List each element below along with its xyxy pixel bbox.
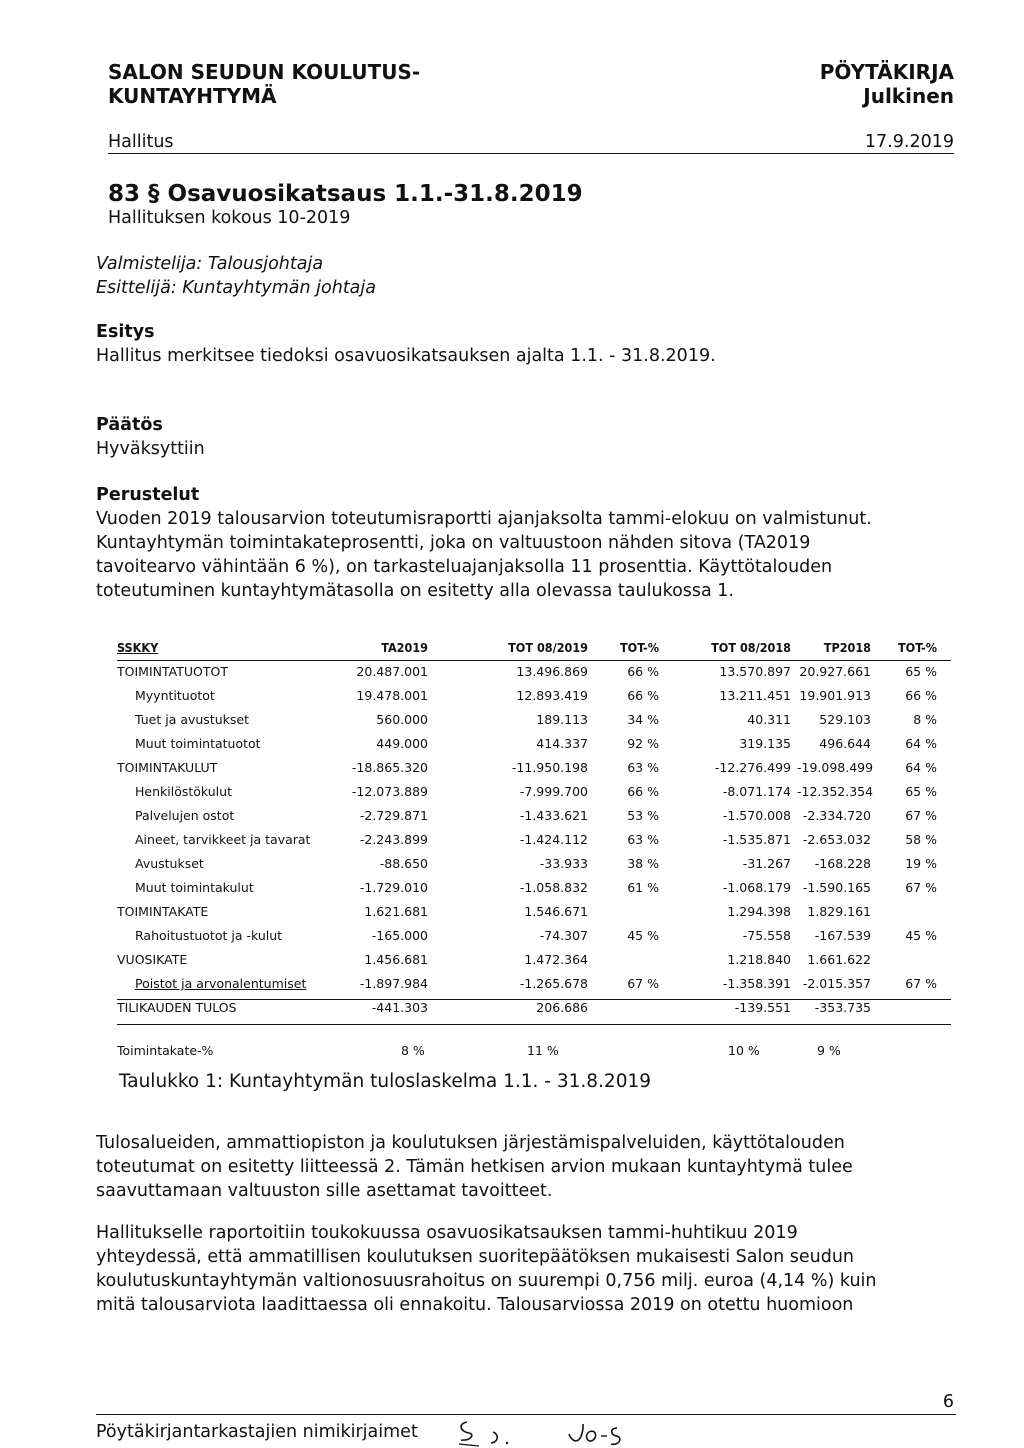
table-bottom-rule: [117, 1024, 951, 1025]
cell-tot-2018: 40.311: [747, 712, 791, 727]
cell-tp2018: 1.661.622: [807, 952, 871, 967]
cell-tp2018: 529.103: [819, 712, 871, 727]
cell-tot-2018: -1.358.391: [722, 976, 791, 991]
header-rule: [108, 153, 954, 154]
signature-line: [459, 1444, 479, 1446]
item-title: [108, 180, 583, 208]
cell-tp2018: -2.653.032: [802, 832, 871, 847]
row-label: Poistot ja arvonalentumiset: [135, 976, 307, 991]
esitys-text: Hallitus merkitsee tiedoksi osavuosikatsauksen ajalta 1.1. - 31.8.2019.: [96, 346, 716, 366]
meeting-date: 17.9.2019: [864, 132, 954, 152]
cell-tp2018: -167.539: [814, 928, 871, 943]
table-row: [117, 688, 951, 712]
table-row: [117, 904, 951, 928]
header-tot-pct-2018: TOT-%: [897, 640, 937, 655]
cell-ta2019: -2.243.899: [359, 832, 428, 847]
cell-tot-2018: -12.276.499: [714, 760, 791, 775]
esitys-heading: Esitys: [96, 322, 155, 342]
row-label: TOIMINTAKULUT: [117, 760, 218, 775]
header-tot-2019: TOT 08/2019: [508, 640, 588, 655]
income-statement-table: [117, 640, 951, 1025]
cell-tot-2019: -33.933: [539, 856, 588, 871]
cell-tot-2019: 189.113: [536, 712, 588, 727]
cell-ta2019: 1.621.681: [364, 904, 428, 919]
cell-tot-pct: 45 %: [627, 928, 659, 943]
row-label: TOIMINTAKATE: [117, 904, 209, 919]
cell-ta2019: -12.073.889: [351, 784, 428, 799]
cell-tp2018: -12.352.354: [797, 784, 874, 799]
paragraph-line: saavuttamaan valtuuston sille asettamat tavoitteet.: [96, 1181, 553, 1201]
cell-tot-2018: -31.267: [742, 856, 791, 871]
row-label: Rahoitustuotot ja -kulut: [135, 928, 283, 943]
cell-tot-pct: 34 %: [627, 712, 659, 727]
cell-ta2019: -1.729.010: [359, 880, 428, 895]
signature-initial-1: [461, 1422, 472, 1440]
org-name-line1: SALON SEUDUN KOULUTUS-: [108, 60, 421, 84]
row-label: Myyntituotot: [135, 688, 215, 703]
cell-ta2019: 449.000: [376, 736, 428, 751]
perustelut-line: Vuoden 2019 talousarvion toteutumisraportti ajanjaksolta tammi-elokuu on valmistunut.: [96, 509, 872, 529]
cell-tot-2018: 1.218.840: [727, 952, 791, 967]
cell-tot-pct: 66 %: [627, 784, 659, 799]
cell-tot-2019: -11.950.198: [511, 760, 588, 775]
kate-tot: 11 %: [527, 1043, 559, 1058]
presenter: Esittelijä: Kuntayhtymän johtaja: [96, 278, 376, 298]
row-label: Muut toimintatuotot: [135, 736, 261, 751]
section-sign: §: [148, 181, 160, 207]
cell-tot-2019: -1.433.621: [519, 808, 588, 823]
cell-tot-2018: -139.551: [734, 1000, 791, 1015]
cell-tot-2018: -75.558: [742, 928, 791, 943]
paragraph-line: toteutumat on esitetty liitteessä 2. Tämän hetkisen arvion mukaan kuntayhtymä tulee: [96, 1157, 853, 1177]
cell-tot-pct-2018: 65 %: [905, 784, 937, 799]
header-tot-pct: TOT-%: [619, 640, 659, 655]
table-header-rule: [117, 660, 951, 661]
cell-tot-2019: -1.058.832: [519, 880, 588, 895]
cell-tp2018: -353.735: [814, 1000, 871, 1015]
cell-ta2019: 19.478.001: [356, 688, 428, 703]
row-label: Tuet ja avustukset: [135, 712, 249, 727]
cell-tp2018: -1.590.165: [802, 880, 871, 895]
cell-ta2019: -18.865.320: [351, 760, 428, 775]
perustelut-line: Kuntayhtymän toimintakateprosentti, joka on valtuustoon nähden sitova (TA2019: [96, 533, 811, 553]
cell-tot-2019: -74.307: [539, 928, 588, 943]
cell-tp2018: -2.334.720: [802, 808, 871, 823]
row-label: Henkilöstökulut: [135, 784, 232, 799]
perustelut-paragraph: [96, 507, 872, 603]
kate-ta: 8 %: [401, 1043, 425, 1058]
table-row: [117, 808, 951, 832]
cell-tot-pct-2018: 66 %: [905, 688, 937, 703]
item-number: 83: [108, 181, 141, 207]
cell-tot-2019: -1.265.678: [519, 976, 588, 991]
table-row: [117, 856, 951, 880]
cell-tot-pct: 66 %: [627, 688, 659, 703]
page-number: 6: [942, 1392, 954, 1412]
cell-tot-2018: -1.535.871: [722, 832, 791, 847]
cell-tot-2018: 1.294.398: [727, 904, 791, 919]
cell-tot-pct: 92 %: [627, 736, 659, 751]
cell-tot-pct: 66 %: [627, 664, 659, 679]
paragraph-funding: [96, 1221, 877, 1317]
cell-tot-pct: 67 %: [627, 976, 659, 991]
table-row: [117, 784, 951, 808]
perustelut-line: toteutuminen kuntayhtymätasolla on esitetty alla olevassa taulukossa 1.: [96, 581, 734, 601]
signature-initial-3: [569, 1424, 583, 1441]
perustelut-line: tavoitearvo vähintään 6 %), on tarkasteluajanjaksolla 11 prosenttia. Käyttötalouden: [96, 557, 833, 577]
paatos-heading: Päätös: [96, 415, 163, 435]
cell-tot-2019: 1.546.671: [524, 904, 588, 919]
cell-ta2019: -88.650: [379, 856, 428, 871]
cell-tot-pct-2018: 8 %: [913, 712, 937, 727]
table-row: [117, 952, 951, 976]
table-caption: Taulukko 1: Kuntayhtymän tuloslaskelma 1.1. - 31.8.2019: [119, 1071, 652, 1092]
cell-tot-2019: 206.686: [536, 1000, 588, 1015]
table-row: [117, 976, 951, 1000]
cell-tot-pct-2018: 45 %: [905, 928, 937, 943]
cell-ta2019: -1.897.984: [359, 976, 428, 991]
table-row: [117, 832, 951, 856]
table-row: [117, 928, 951, 952]
cell-tp2018: -2.015.357: [802, 976, 871, 991]
cell-tp2018: -168.228: [814, 856, 871, 871]
cell-tot-2019: -1.424.112: [519, 832, 588, 847]
paragraph-line: koulutuskuntayhtymän valtionosuusrahoitus on suurempi 0,756 milj. euroa (4,14 %) kuin: [96, 1271, 877, 1291]
row-label: TOIMINTATUOTOT: [117, 664, 228, 679]
cell-tot-pct-2018: 58 %: [905, 832, 937, 847]
cell-tot-pct-2018: 64 %: [905, 760, 937, 775]
table-row: [117, 880, 951, 904]
table-row: [117, 736, 951, 760]
kate-tot18: 10 %: [728, 1043, 760, 1058]
cell-tp2018: 1.829.161: [807, 904, 871, 919]
header-sskky: SSKKY: [117, 640, 159, 655]
header-ta2019: TA2019: [381, 640, 428, 655]
paatos-text: Hyväksyttiin: [96, 439, 205, 459]
signatures-label: Pöytäkirjantarkastajien nimikirjaimet: [96, 1422, 418, 1442]
cell-tot-pct-2018: 64 %: [905, 736, 937, 751]
meeting-info: Hallituksen kokous 10-2019: [108, 208, 351, 228]
cell-tot-2018: -8.071.174: [722, 784, 791, 799]
row-label: Aineet, tarvikkeet ja tavarat: [135, 832, 311, 847]
cell-tot-2019: 12.893.419: [516, 688, 588, 703]
cell-tot-2018: 319.135: [739, 736, 791, 751]
visibility-label: Julkinen: [863, 84, 954, 108]
cell-tot-2019: 414.337: [536, 736, 588, 751]
doc-type: PÖYTÄKIRJA: [819, 60, 954, 84]
signature-initials: [455, 1414, 635, 1448]
cell-tot-2018: -1.068.179: [722, 880, 791, 895]
cell-ta2019: -165.000: [371, 928, 428, 943]
paragraph-line: mitä talousarviota laadittaessa oli ennakoitu. Talousarviossa 2019 on otettu huomioon: [96, 1295, 854, 1315]
table-row: [117, 760, 951, 784]
cell-ta2019: 560.000: [376, 712, 428, 727]
kate-tp: 9 %: [817, 1043, 841, 1058]
cell-tot-2019: -7.999.700: [519, 784, 588, 799]
org-name-line2: KUNTAYHTYMÄ: [108, 84, 277, 108]
cell-tot-pct: 61 %: [627, 880, 659, 895]
cell-tot-2018: 13.570.897: [719, 664, 791, 679]
kate-row: [117, 1043, 951, 1065]
paragraph-results: [96, 1131, 853, 1203]
row-label: Avustukset: [135, 856, 204, 871]
row-label: Muut toimintakulut: [135, 880, 254, 895]
cell-ta2019: 1.456.681: [364, 952, 428, 967]
header-tot-2018: TOT 08/2018: [711, 640, 791, 655]
cell-tot-2019: 13.496.869: [516, 664, 588, 679]
row-label: Palvelujen ostot: [135, 808, 235, 823]
row-label: TILIKAUDEN TULOS: [117, 1000, 237, 1015]
cell-tot-pct: 63 %: [627, 760, 659, 775]
cell-tot-pct: 63 %: [627, 832, 659, 847]
org-name: [108, 60, 420, 108]
kate-label: Toimintakate-%: [117, 1043, 214, 1058]
cell-tot-pct-2018: 67 %: [905, 880, 937, 895]
cell-tot-2019: 1.472.364: [524, 952, 588, 967]
cell-tot-pct-2018: 67 %: [905, 808, 937, 823]
table-body: [117, 664, 951, 1024]
cell-tot-2018: 13.211.451: [719, 688, 791, 703]
cell-ta2019: -441.303: [371, 1000, 428, 1015]
preparer: Valmistelija: Talousjohtaja: [96, 254, 324, 274]
signature-initial-2: [491, 1432, 497, 1443]
table-row: [117, 1000, 951, 1024]
cell-ta2019: -2.729.871: [359, 808, 428, 823]
doc-type-block: [820, 60, 954, 108]
table-row: [117, 664, 951, 688]
table-row: [117, 712, 951, 736]
perustelut-heading: Perustelut: [96, 485, 200, 505]
paragraph-line: Hallitukselle raportoitiin toukokuussa osavuosikatsauksen tammi-huhtikuu 2019: [96, 1223, 798, 1243]
item-title-text: Osavuosikatsaus 1.1.-31.8.2019: [167, 181, 583, 207]
cell-tot-pct: 53 %: [627, 808, 659, 823]
cell-tp2018: 496.644: [819, 736, 871, 751]
cell-tp2018: -19.098.499: [797, 760, 874, 775]
cell-ta2019: 20.487.001: [356, 664, 428, 679]
paragraph-line: Tulosalueiden, ammattiopiston ja koulutuksen järjestämispalveluiden, käyttötalouden: [96, 1133, 845, 1153]
header-tp2018: TP2018: [823, 640, 871, 655]
cell-tot-pct-2018: 67 %: [905, 976, 937, 991]
body-name: Hallitus: [108, 132, 174, 152]
cell-tot-pct-2018: 65 %: [905, 664, 937, 679]
paragraph-line: yhteydessä, että ammatillisen koulutuksen suoritepäätöksen mukaisesti Salon seudun: [96, 1247, 855, 1267]
cell-tot-pct: 38 %: [627, 856, 659, 871]
table-header-row: [117, 640, 951, 660]
cell-tot-pct-2018: 19 %: [905, 856, 937, 871]
row-label: VUOSIKATE: [117, 952, 188, 967]
cell-tp2018: 19.901.913: [799, 688, 871, 703]
cell-tp2018: 20.927.661: [799, 664, 871, 679]
cell-tot-2018: -1.570.008: [722, 808, 791, 823]
